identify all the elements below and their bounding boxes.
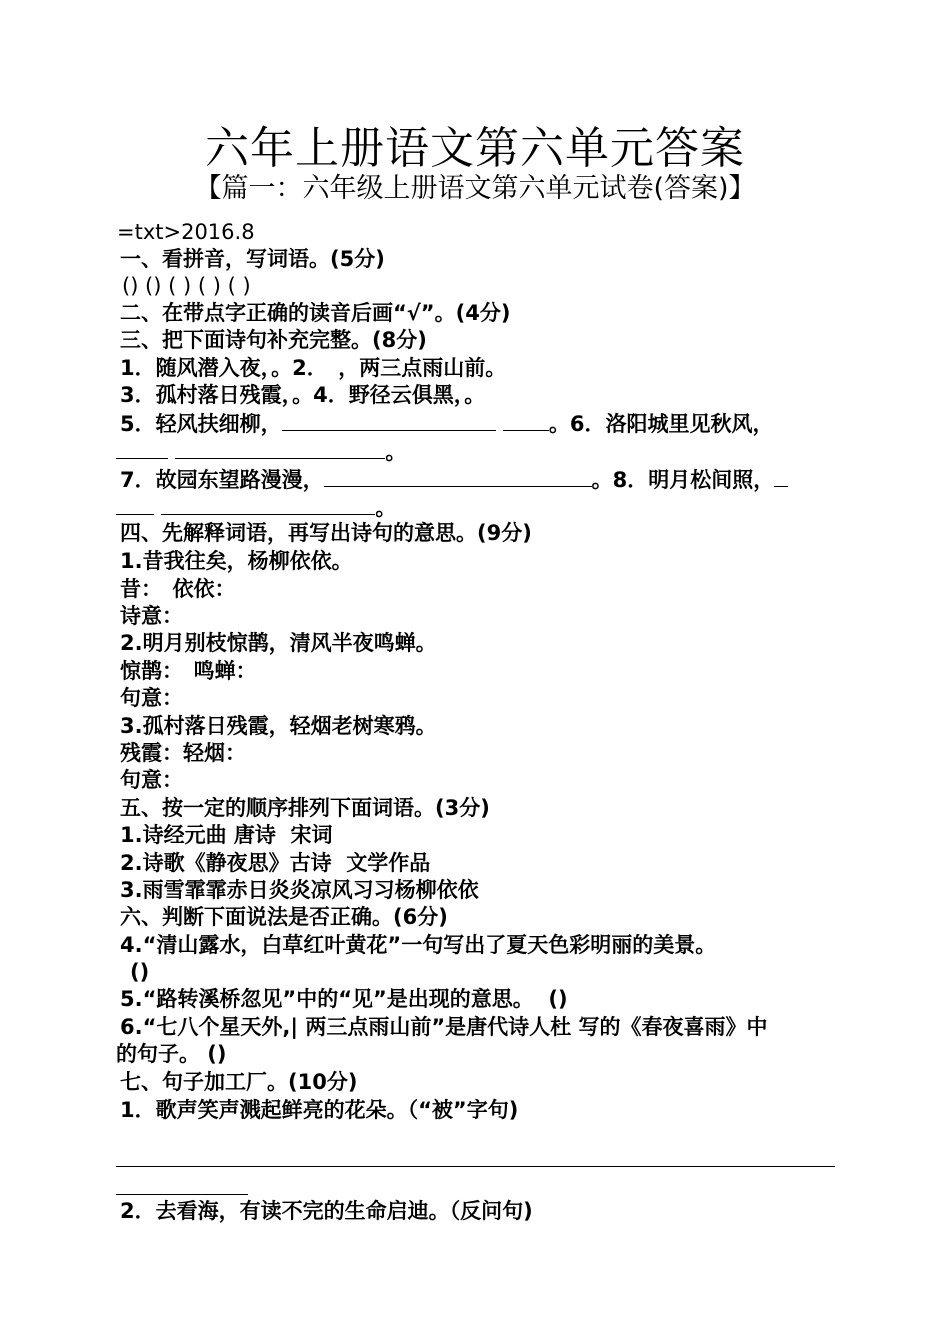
section-2-heading: 二、在带点字正确的读音后画“√”。(4分)	[120, 301, 511, 325]
source-meta: =txt>2016.8	[117, 220, 255, 244]
s5-question-1: 1.诗经元曲 唐诗 宋词	[120, 823, 333, 847]
section-4-heading: 四、先解释词语，再写出诗句的意思。(9分)	[120, 521, 532, 545]
poem-line-6	[116, 494, 396, 521]
answer-blank	[324, 466, 592, 487]
s6-question-4-answer: ()	[130, 960, 150, 984]
poem-line-3	[120, 410, 774, 437]
poem-line-5-start: 7．故园东望路漫漫，	[120, 468, 324, 492]
section-3-heading: 三、把下面诗句补充完整。(8分)	[120, 328, 427, 352]
s6-question-4: 4.“清山露水，白草红叶黄花”一句写出了夏天色彩明丽的美景。	[120, 933, 717, 957]
section-1-blanks: () () ( ) ( ) ( )	[122, 274, 251, 298]
document-subtitle: 【篇一：六年级上册语文第六单元试卷(答案)】	[194, 173, 756, 204]
poem-line-5	[120, 466, 788, 493]
section-7-heading: 七、句子加工厂。(10分)	[120, 1070, 358, 1094]
answer-blank	[774, 466, 788, 487]
s5-question-2: 2.诗歌《静夜思》古诗 文学作品	[120, 851, 431, 875]
s6-question-6: 6.“七八个星天外,| 两三点雨山前”是唐代诗人杜 写的《春夜喜雨》中	[120, 1015, 768, 1039]
answer-blank	[503, 410, 549, 431]
s4-question-2-meaning: 句意：	[120, 686, 183, 710]
s4-question-1: 1.昔我往矣，杨柳依依。	[120, 549, 353, 573]
s6-question-6-cont: 的句子。 ()	[116, 1042, 227, 1066]
poem-line-3-start: 5．轻风扶细柳，	[120, 412, 282, 436]
poem-line-5-end: 。8．明月松间照，	[591, 468, 775, 492]
answer-blank	[175, 438, 385, 459]
answer-blank	[116, 438, 168, 459]
s5-question-3: 3.雨雪霏霏赤日炎炎凉风习习杨柳依依	[120, 878, 479, 902]
document-title: 六年上册语文第六单元答案	[205, 123, 745, 174]
s7-question-2: 2．去看海，有读不完的生命启迪。（反问句)	[120, 1199, 533, 1223]
poem-line-1: 1．随风潜入夜，。2． ，两三点雨山前。	[120, 356, 507, 380]
s7-question-1: 1．歌声笑声溅起鲜亮的花朵。（“被”字句)	[120, 1098, 519, 1122]
answer-line	[116, 1166, 835, 1167]
section-6-heading: 六、判断下面说法是否正确。(6分)	[120, 905, 448, 929]
s4-question-3-meaning: 句意：	[120, 768, 183, 792]
s4-question-1-words: 昔： 依依：	[120, 577, 236, 601]
poem-line-2: 3．孤村落日残霞，。4．野径云俱黑，。	[120, 383, 486, 407]
poem-line-4	[116, 438, 406, 465]
section-5-heading: 五、按一定的顺序排列下面词语。(3分)	[120, 796, 490, 820]
section-1-heading: 一、看拼音，写词语。(5分)	[120, 247, 385, 271]
answer-blank	[282, 410, 496, 431]
s4-question-2: 2.明月别枝惊鹊，清风半夜鸣蝉。	[120, 631, 437, 655]
answer-line	[116, 1194, 248, 1195]
s4-question-3: 3.孤村落日残霞，轻烟老树寒鸦。	[120, 714, 437, 738]
poem-line-4-end: 。	[385, 440, 407, 464]
poem-line-3-end: 。6．洛阳城里见秋风，	[548, 412, 774, 436]
answer-blank	[161, 494, 375, 515]
s4-question-3-words: 残霞：轻烟：	[120, 741, 246, 765]
poem-line-6-end: 。	[375, 496, 397, 520]
s6-question-5: 5.“路转溪桥忽见”中的“见”是出现的意思。 ()	[120, 987, 568, 1011]
s4-question-1-meaning: 诗意：	[120, 604, 183, 628]
answer-blank	[116, 494, 154, 515]
s4-question-2-words: 惊鹊： 鸣蝉：	[120, 659, 257, 683]
